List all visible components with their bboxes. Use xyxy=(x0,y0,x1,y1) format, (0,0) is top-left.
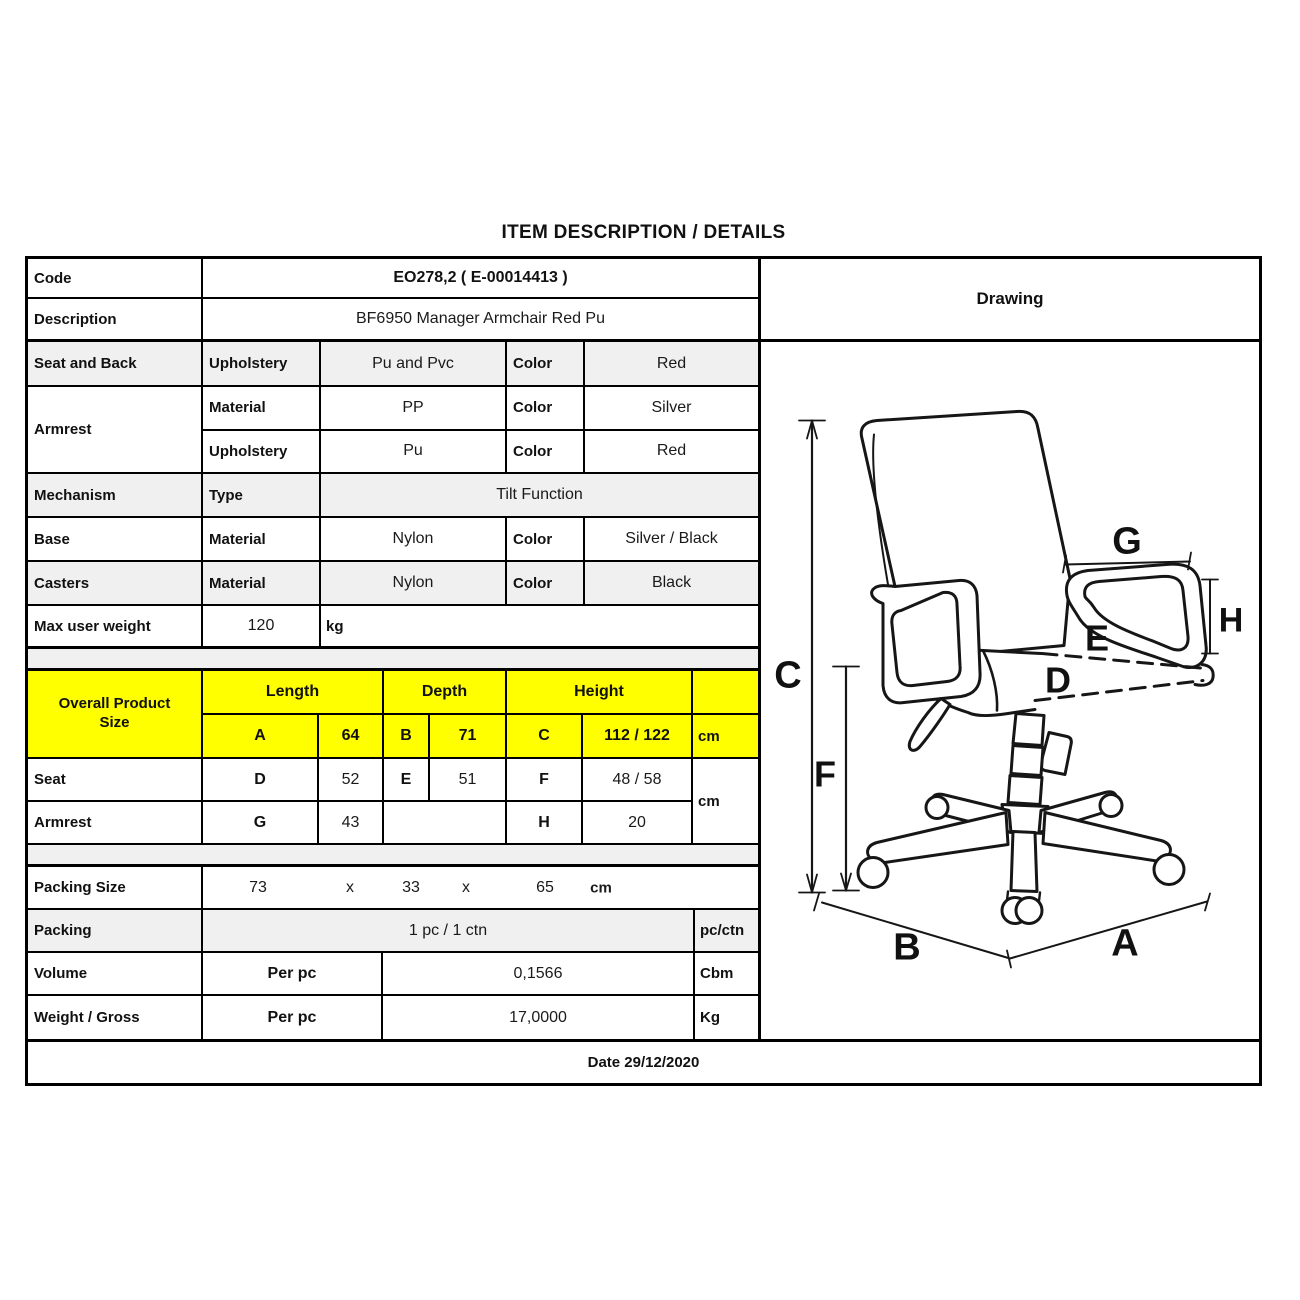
dim-g-value: 43 xyxy=(341,813,360,831)
row-code xyxy=(28,259,758,299)
seat-back-color-value: Red xyxy=(656,354,687,372)
dim-a-value: 64 xyxy=(319,715,384,757)
code-label: Code xyxy=(28,259,203,297)
overall-unit: cm xyxy=(698,727,720,745)
drawing-panel xyxy=(761,259,1259,1039)
volume-per: Per pc xyxy=(203,953,383,994)
max-weight-value: 120 xyxy=(203,606,321,646)
armrest-upholstery-color-label: Color xyxy=(507,431,585,473)
casters-attr: Material xyxy=(203,562,321,604)
packing-unit: pc/ctn xyxy=(700,922,745,939)
row-packing xyxy=(28,910,758,953)
weight-unit: Kg xyxy=(700,1009,720,1026)
dim-a-key: A xyxy=(203,715,319,757)
chair-drawing xyxy=(761,342,1259,1039)
size-overall-row xyxy=(203,715,758,757)
dim-f-value: 48 / 58 xyxy=(583,759,691,802)
base-value: Nylon xyxy=(321,518,507,560)
seat-back-label: Seat and Back xyxy=(28,342,203,385)
chair-base xyxy=(868,792,1171,892)
date-row: Date 29/12/2020 xyxy=(28,1039,1259,1083)
weight-label: Weight / Gross xyxy=(28,996,203,1039)
packing-size-values xyxy=(203,867,758,908)
dim-e-value: 51 xyxy=(458,770,477,788)
page-title: ITEM DESCRIPTION / DETAILS xyxy=(501,222,786,243)
armrest-size-label: Armrest xyxy=(34,814,92,831)
armrest-upholstery-row xyxy=(203,431,758,473)
volume-label: Volume xyxy=(28,953,203,994)
packing-value: 1 pc / 1 ctn xyxy=(203,910,695,951)
size-header-block xyxy=(28,671,758,759)
weight-value: 17,0000 xyxy=(383,996,695,1039)
drawing-area xyxy=(761,342,1259,1039)
packing-dim-2: 33 xyxy=(402,878,420,896)
dim-e-key: E xyxy=(384,759,430,800)
size-detail-block xyxy=(28,759,758,845)
dim-letter-E: E xyxy=(1084,617,1110,659)
row-armrest xyxy=(28,387,758,474)
row-max-weight xyxy=(28,606,758,649)
armrest-material-value: PP xyxy=(321,387,507,429)
armrest-material-row xyxy=(203,387,758,431)
base-label: Base xyxy=(28,518,203,560)
dim-g-key: G xyxy=(253,813,267,831)
dim-letter-C: C xyxy=(774,654,802,697)
dim-f-key: F xyxy=(507,759,581,802)
code-value: EO278,2 ( E-00014413 ) xyxy=(393,269,568,286)
chair-side-lever xyxy=(1041,733,1072,775)
depth-header: Depth xyxy=(384,671,507,713)
mechanism-label: Mechanism xyxy=(28,474,203,516)
dim-line-C xyxy=(799,421,825,893)
base-attr: Material xyxy=(203,518,321,560)
seat-back-attr: Upholstery xyxy=(203,342,321,385)
dim-letter-D: D xyxy=(1045,659,1071,701)
volume-value: 0,1566 xyxy=(383,953,695,994)
volume-unit: Cbm xyxy=(700,965,734,982)
spacer-row xyxy=(28,649,758,671)
seat-back-color-label: Color xyxy=(507,342,585,385)
drawing-header: Drawing xyxy=(761,259,1259,342)
dim-h-key: H xyxy=(538,813,550,831)
max-weight-unit: kg xyxy=(326,617,344,635)
dim-letter-F: F xyxy=(814,753,836,795)
chair-armrest-left xyxy=(872,580,981,702)
row-description xyxy=(28,299,758,342)
spec-left-panel xyxy=(28,259,761,1039)
dim-letter-A: A xyxy=(1111,922,1139,965)
packing-dim-3: 65 xyxy=(536,878,554,896)
dim-c-key: C xyxy=(507,715,583,757)
row-mechanism xyxy=(28,474,758,518)
packing-dim-1: 73 xyxy=(249,878,267,896)
dim-b-key: B xyxy=(384,715,430,757)
packing-x-1: x xyxy=(346,878,354,896)
dim-line-F xyxy=(833,667,859,891)
row-weight xyxy=(28,996,758,1039)
armrest-upholstery-attr: Upholstery xyxy=(203,431,321,473)
row-packing-size xyxy=(28,867,758,910)
dim-letter-B: B xyxy=(893,926,921,969)
spacer-row xyxy=(28,845,758,867)
casters-color-value: Black xyxy=(651,574,692,591)
armrest-upholstery-value: Pu xyxy=(321,431,507,473)
mechanism-attr: Type xyxy=(203,474,321,516)
row-casters xyxy=(28,562,758,606)
chair-gas-lift xyxy=(1008,714,1044,805)
overall-size-label: Overall Product Size xyxy=(28,671,203,757)
row-base xyxy=(28,518,758,562)
armrest-upholstery-color-value: Red xyxy=(656,442,687,460)
height-header: Height xyxy=(507,671,693,713)
casters-label: Casters xyxy=(28,562,203,604)
armrest-material-color-value: Silver xyxy=(651,398,692,416)
length-header: Length xyxy=(203,671,384,713)
seat-back-value: Pu and Pvc xyxy=(321,342,507,385)
description-value: BF6950 Manager Armchair Red Pu xyxy=(355,310,605,327)
packing-label: Packing xyxy=(28,910,203,951)
dim-d-value: 52 xyxy=(319,759,382,802)
spec-table xyxy=(25,256,1262,1086)
packing-size-label: Packing Size xyxy=(28,867,203,908)
packing-size-unit: cm xyxy=(590,879,612,896)
packing-x-2: x xyxy=(462,878,470,896)
armrest-label: Armrest xyxy=(28,387,203,472)
chair-tilt-lever xyxy=(909,699,950,751)
base-color-label: Color xyxy=(507,518,585,560)
empty-depth-cell xyxy=(384,802,505,843)
size-unit-merged: cm xyxy=(698,792,720,810)
dim-b-value: 71 xyxy=(430,715,507,757)
size-dim-header-row xyxy=(203,671,758,715)
dim-c-value: 112 / 122 xyxy=(583,715,693,757)
dim-d-key: D xyxy=(203,759,317,802)
armrest-material-color-label: Color xyxy=(507,387,585,429)
seat-size-label: Seat xyxy=(28,759,201,802)
row-seat-and-back xyxy=(28,342,758,387)
base-color-value: Silver / Black xyxy=(625,530,718,547)
casters-color-label: Color xyxy=(507,562,585,604)
dim-letter-H: H xyxy=(1218,601,1244,640)
dim-letter-G: G xyxy=(1112,520,1142,563)
mechanism-value: Tilt Function xyxy=(496,486,583,503)
row-volume xyxy=(28,953,758,996)
armrest-material-attr: Material xyxy=(203,387,321,429)
dim-h-value: 20 xyxy=(628,813,646,831)
weight-per: Per pc xyxy=(203,996,383,1039)
casters-value: Nylon xyxy=(321,562,507,604)
description-label: Description xyxy=(28,299,203,339)
max-weight-label: Max user weight xyxy=(28,606,203,646)
